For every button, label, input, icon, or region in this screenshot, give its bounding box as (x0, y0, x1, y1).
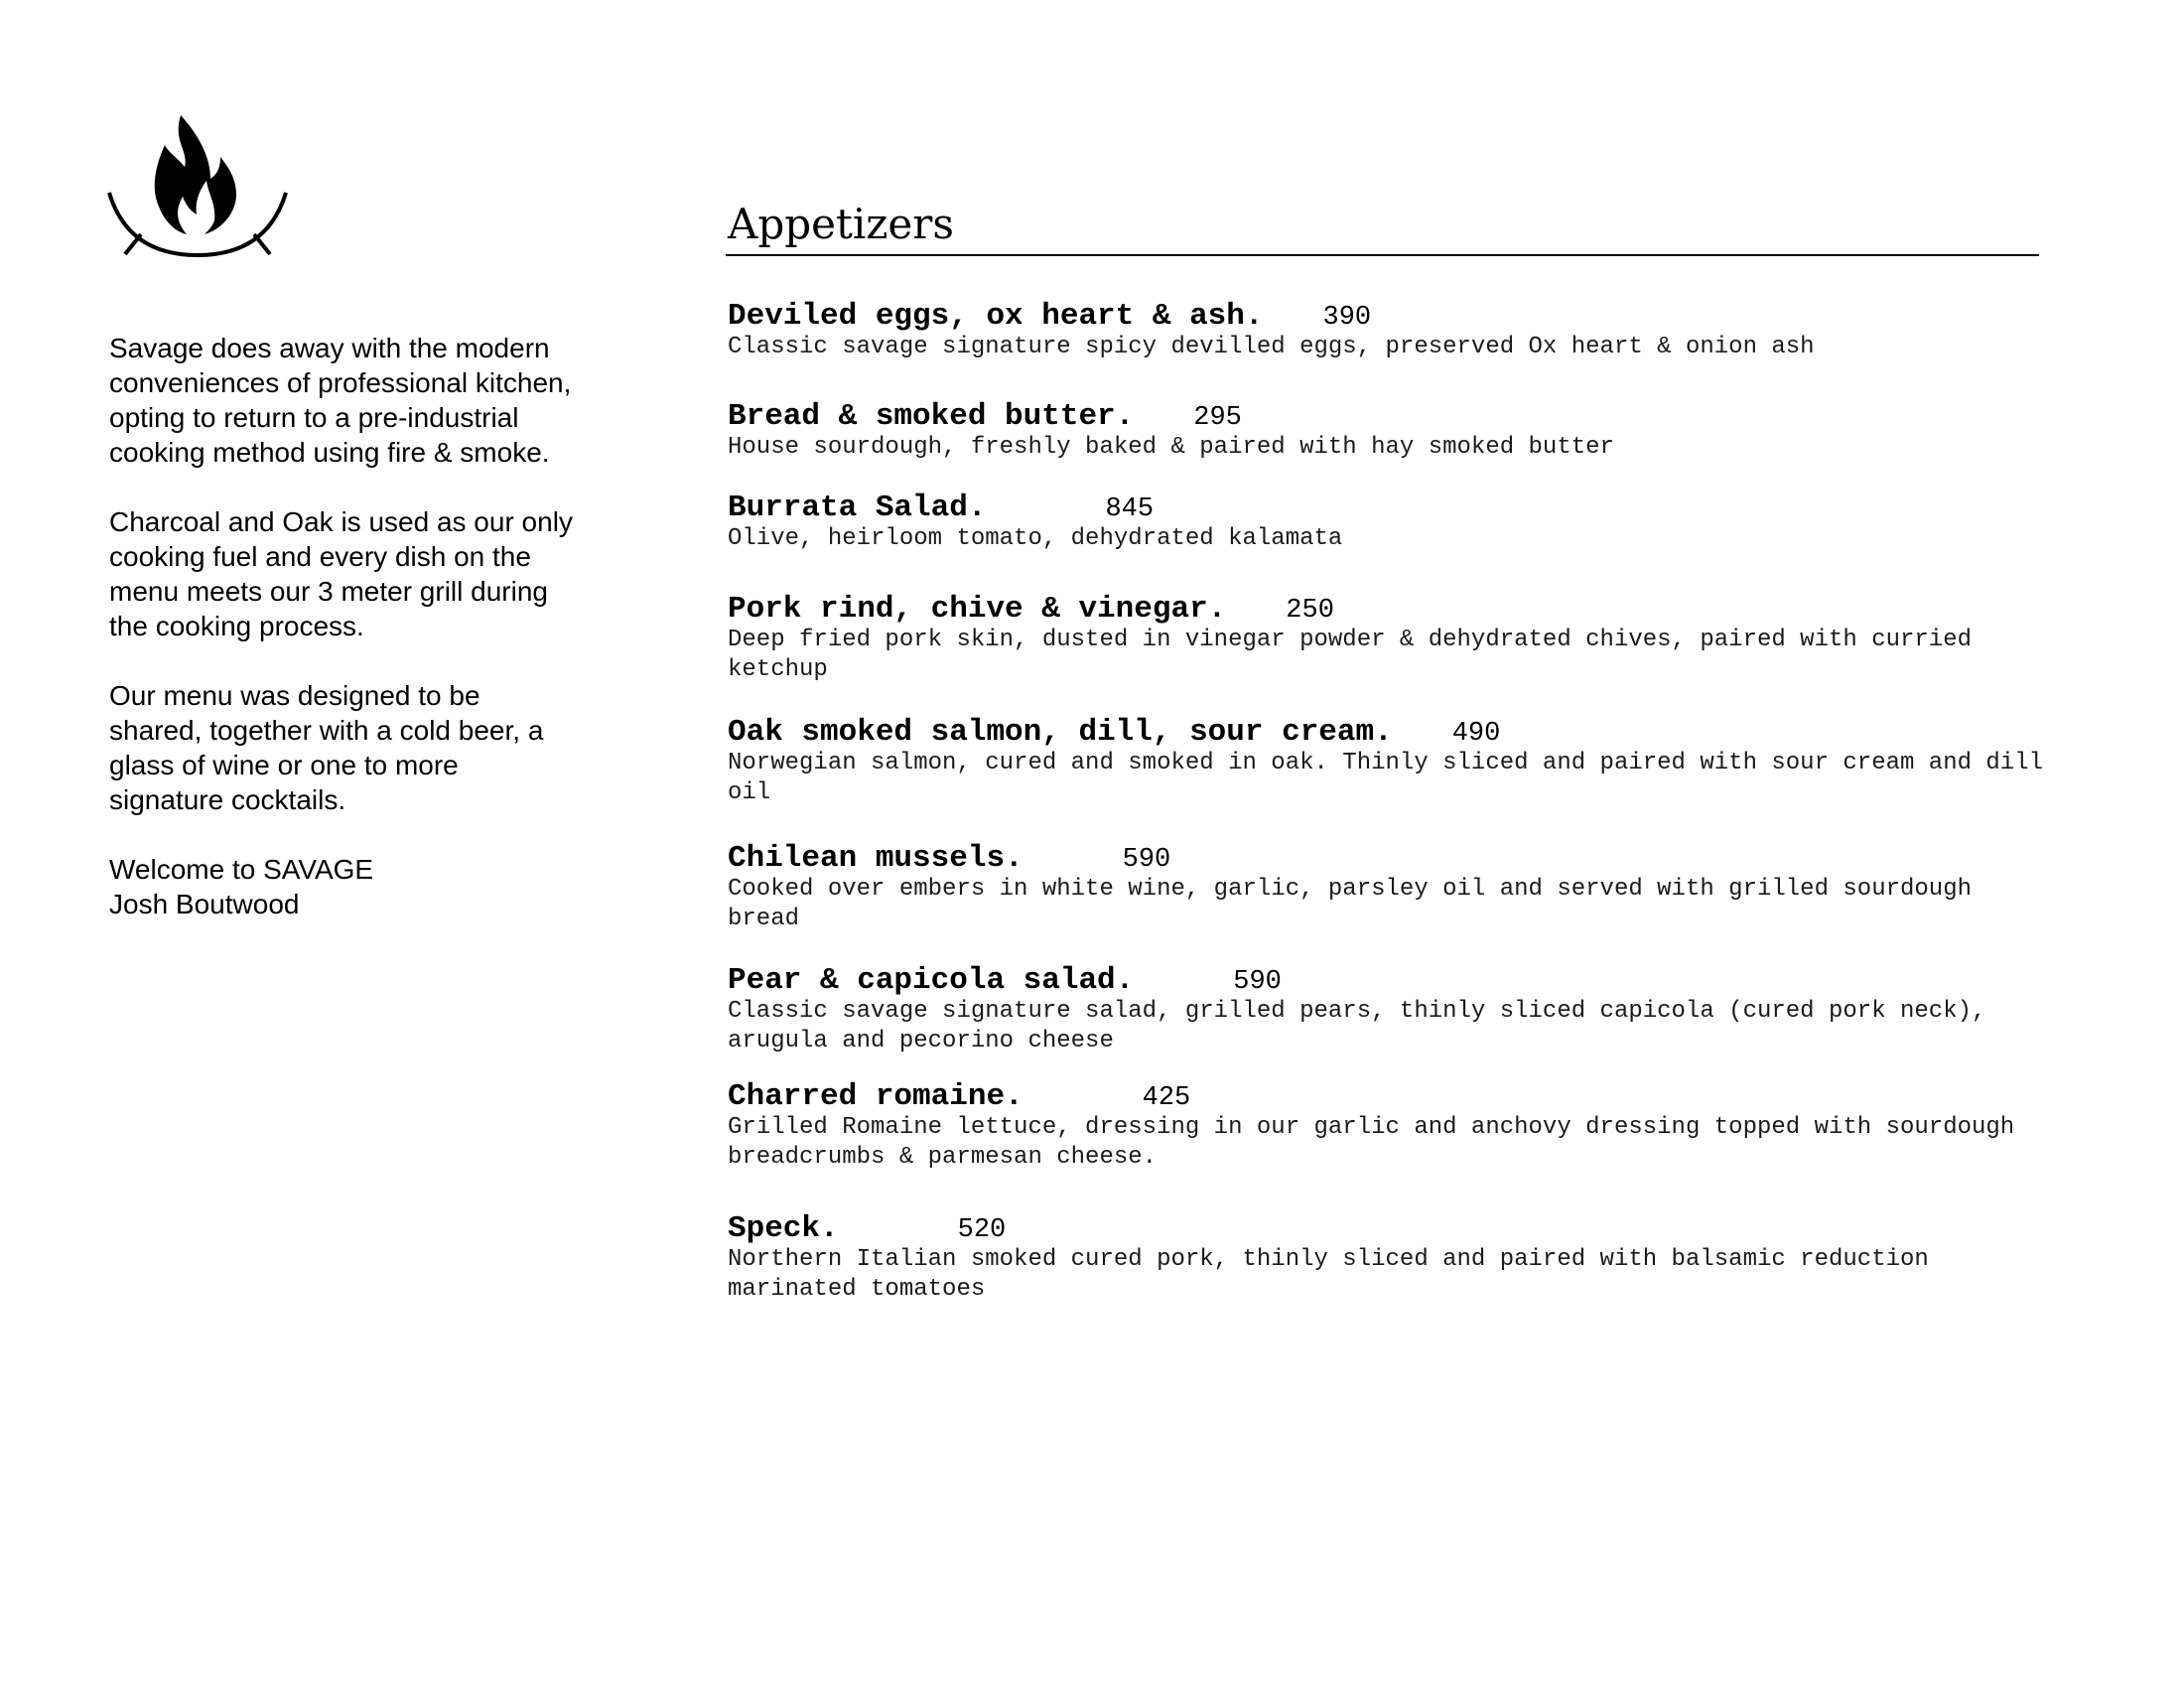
menu-item-header (728, 962, 2048, 1001)
intro-paragraph: Savage does away with the modern conveniences of professional kitchen, opting to return to a pre-industrial cooking method using fire & smoke. (109, 333, 572, 468)
menu-item (728, 840, 2048, 934)
menu-item-header (728, 1078, 2048, 1117)
intro-paragraph: Charcoal and Oak is used as our only cooking fuel and every dish on the menu meets our 3 meter grill during the cooking process. (109, 506, 573, 641)
menu-item-price: 250 (1286, 596, 1334, 626)
menu-item-name: Bread & smoked butter. (728, 399, 1135, 434)
menu-item-price: 520 (957, 1215, 1007, 1245)
menu-item-description: Northern Italian smoked cured pork, thinly sliced and paired with balsamic reduction marinated tomatoes (728, 1246, 1929, 1303)
menu-item-price: 425 (1142, 1083, 1191, 1113)
menu-item-description: Cooked over embers in white wine, garlic, parsley oil and served with grilled sourdough bread (728, 876, 1973, 932)
menu-item (728, 1078, 2048, 1173)
menu-item-name: Speck. (728, 1211, 839, 1246)
menu-item-name: Charred romaine. (728, 1079, 1024, 1114)
menu-item (728, 591, 2048, 685)
menu-item-description: Norwegian salmon, cured and smoked in oak. Thinly sliced and paired with sour cream and dill oil (728, 750, 2044, 806)
menu-item (728, 398, 2048, 463)
menu-item (728, 1210, 2048, 1305)
intro-paragraph: Our menu was designed to be shared, together with a cold beer, a glass of wine or one to more signature cocktails. (109, 680, 544, 815)
intro-signature: Welcome to SAVAGE Josh Boutwood (109, 854, 374, 919)
section-title: Appetizers (728, 200, 954, 248)
menu-item-header (728, 298, 2048, 337)
flame-logo-icon (103, 111, 292, 260)
menu-item (728, 962, 2048, 1056)
menu-item-price: 295 (1193, 403, 1242, 433)
menu-item-header (728, 714, 2048, 753)
menu-item-header (728, 490, 2048, 528)
menu-item-description: Olive, heirloom tomato, dehydrated kalamata (728, 525, 1343, 552)
menu-item-header (728, 1210, 2048, 1249)
menu-item-name: Pear & capicola salad. (728, 963, 1135, 998)
menu-item-name: Oak smoked salmon, dill, sour cream. (728, 715, 1393, 750)
menu-item-name: Deviled eggs, ox heart & ash. (728, 299, 1264, 334)
menu-item-description: House sourdough, freshly baked & paired with hay smoked butter (728, 434, 1614, 461)
menu-item-header (728, 840, 2048, 879)
menu-item-price: 390 (1322, 303, 1372, 333)
menu-item (728, 490, 2048, 554)
menu-item-price: 845 (1105, 494, 1155, 524)
intro-text (109, 331, 625, 956)
menu-item-price: 590 (1122, 845, 1171, 875)
menu-item-price: 490 (1451, 719, 1501, 749)
menu-item-description: Grilled Romaine lettuce, dressing in our garlic and anchovy dressing topped with sourdough breadcrumbs & parmesan cheese. (728, 1114, 2015, 1171)
menu-item-price: 590 (1233, 967, 1282, 997)
menu-item-name: Chilean mussels. (728, 841, 1024, 876)
menu-item-name: Pork rind, chive & vinegar. (728, 592, 1227, 627)
section-divider (726, 254, 2039, 256)
menu-item (728, 714, 2048, 808)
menu-item-header (728, 591, 2048, 630)
menu-items-list (728, 298, 2048, 1335)
menu-item (728, 298, 2048, 362)
menu-item-name: Burrata Salad. (728, 491, 987, 525)
menu-item-header (728, 398, 2048, 437)
menu-item-description: Classic savage signature spicy devilled eggs, preserved Ox heart & onion ash (728, 334, 1815, 360)
menu-item-description: Deep fried pork skin, dusted in vinegar powder & dehydrated chives, paired with curried ketchup (728, 627, 1973, 683)
menu-item-description: Classic savage signature salad, grilled pears, thinly sliced capicola (cured pork neck), arugula and pecorino cheese (728, 998, 1986, 1055)
